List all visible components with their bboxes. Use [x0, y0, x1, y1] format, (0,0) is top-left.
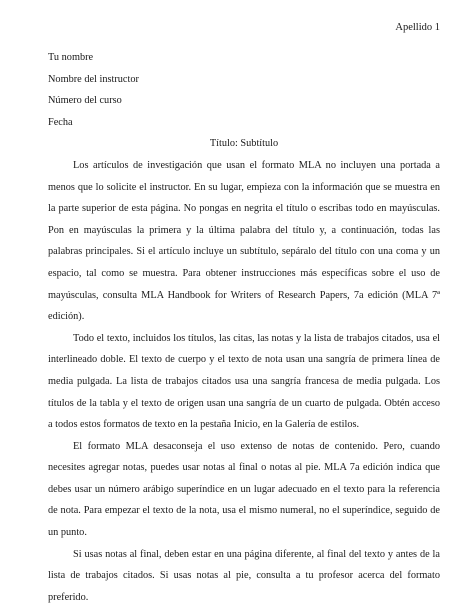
course-number: Número del curso [48, 95, 122, 107]
body-paragraph-1: Los artículos de investigación que usan el formato MLA no incluyen una portada a menos que lo solicite el instructor. En su lugar, empieza con la información que se muestra en la parte superior de esta página. No pongas en negrita el título o escribas todo en mayúsculas. Pon en mayúsculas la primera y la última palabra del título y, a continuación, todas las palabras principales. Si el artículo incluye un subtítulo, sepáralo del título con una coma y un espacio, tal como se muestra. Para obtener instrucciones más específicas sobre el uso de mayúsculas, consulta MLA Handbook for Writers of Research Papers, 7a edición (MLA 7ª edición). [48, 159, 440, 323]
body-paragraph-4: Si usas notas al final, deben estar en una página diferente, al final del texto y antes de la lista de trabajos citados. Si usas notas al pie, consulta a tu profesor acerca del formato preferido. [48, 548, 440, 603]
body-paragraph-3: El formato MLA desaconseja el uso extenso de notas de contenido. Pero, cuando necesites agregar notas, puedes usar notas al final o notas al pie. MLA 7a edición indica que debes usar un número arábigo superíndice en un lugar adecuado en el texto para la referencia de nota. Para empezar el texto de la nota, usa el mismo numeral, no el superíndice, seguido de un punto. [48, 440, 440, 539]
instructor-name: Nombre del instructor [48, 73, 139, 85]
body-paragraph-2: Todo el texto, incluidos los títulos, las citas, las notas y la lista de trabajos citados, usa el interlineado doble. El texto de cuerpo y el texto de nota usan una sangría de primera línea de media pulgada. La lista de trabajos citados usa una sangría francesa de media pulgada. Los títulos de la tabla y el texto de origen usan una sangría de un cuarto de pulgada. Obtén acceso a todos estos formatos de texto en la pestaña Inicio, en la Galería de estilos. [48, 332, 440, 431]
running-head: Apellido 1 [395, 22, 440, 33]
paper-title: Título: Subtítulo [209, 138, 279, 150]
document-body [48, 47, 440, 608]
date-line: Fecha [48, 116, 73, 128]
student-name: Tu nombre [48, 52, 94, 63]
